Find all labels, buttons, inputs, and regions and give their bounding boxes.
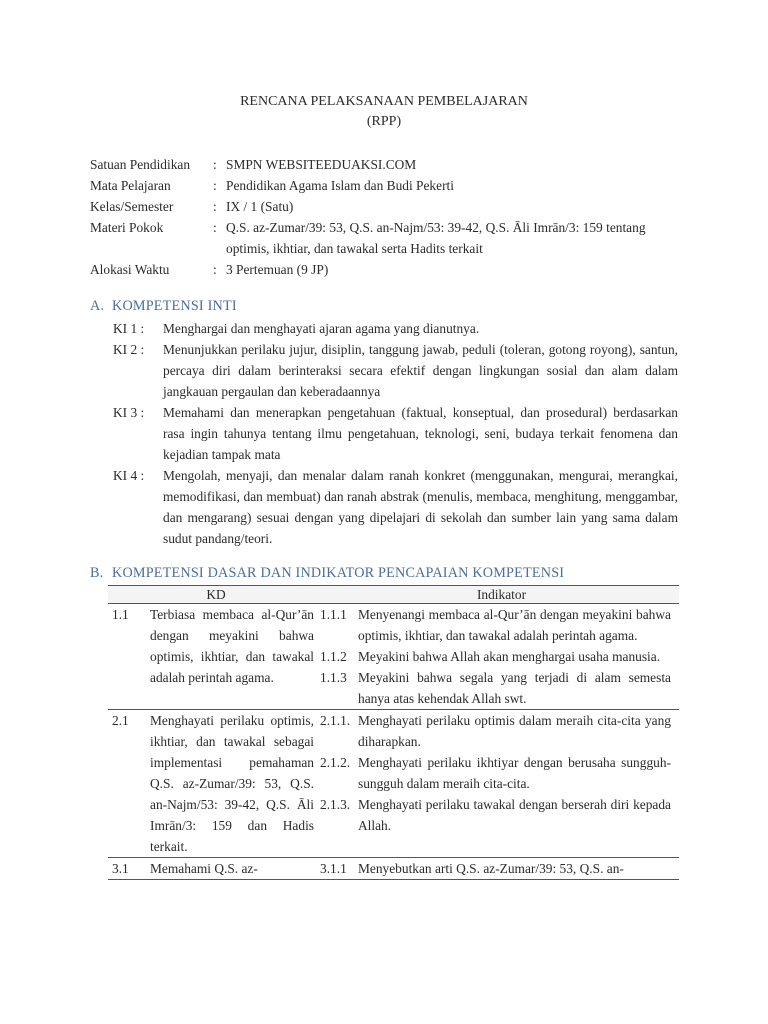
document-title [0, 92, 768, 132]
ki-label: KI 2 : [113, 342, 145, 357]
title-line-1: RENCANA PELAKSANAAN PEMBELAJARAN [240, 94, 528, 109]
identity-label: Mata Pelajaran [90, 178, 171, 193]
indicator-item [320, 858, 679, 879]
indicator-number: 1.1.2 [320, 649, 347, 664]
ki-label: KI 3 : [113, 405, 145, 420]
identity-row [90, 154, 690, 175]
identity-value: Q.S. az-Zumar/39: 53, Q.S. an-Najm/53: 39-42, Q.S. Āli Imrān/3: 159 tentang optimis, ikhtiar, dan tawakal serta Hadits terkait [226, 220, 646, 256]
indicator-text: Meyakini bahwa Allah akan menghargai usaha manusia. [358, 649, 661, 664]
table-header [108, 585, 679, 604]
indicator-text: Menyenangi membaca al-Qur’ān dengan meyakini bahwa optimis, ikhtiar, dan tawakal adalah perintah agama. [358, 607, 671, 643]
kd-text: Menghayati perilaku optimis, ikhtiar, dan tawakal sebagai implementasi pemahaman Q.S. az-Zumar/39: 53, Q.S. an-Najm/53: 39-42, Q.S. Āli Imrān/3: 159 dan Hadis terkait. [150, 713, 314, 854]
indicator-number: 2.1.2. [320, 755, 351, 770]
indicator-text: Meyakini bahwa segala yang terjadi di alam semesta hanya atas kehendak Allah swt. [358, 670, 671, 706]
indicator-item [320, 667, 679, 709]
ki-label: KI 4 : [113, 468, 145, 483]
indicator-item [320, 794, 679, 836]
identity-label: Satuan Pendidikan [90, 157, 191, 172]
table-row [108, 604, 679, 710]
indicator-number: 1.1.3 [320, 670, 347, 685]
indicator-text: Menyebutkan arti Q.S. az-Zumar/39: 53, Q.S. an- [358, 861, 624, 876]
ki-text: Mengolah, menyaji, dan menalar dalam ranah konkret (menggunakan, mengurai, merangkai, memodifikasi, dan membuat) dan ranah abstrak (menulis, membaca, menghitung, menggambar, dan mengarang) sesuai dengan yang dipelajari di sekolah dan sumber lain yang sama dalam sudut pandang/teori. [163, 468, 678, 546]
section-title: KOMPETENSI INTI [112, 298, 237, 314]
ki-item [113, 402, 678, 465]
table-row [108, 710, 679, 858]
ki-text: Memahami dan menerapkan pengetahuan (faktual, konseptual, dan prosedural) berdasarkan rasa ingin tahunya tentang ilmu pengetahuan, teknologi, seni, budaya terkait fenomena dan kejadian tampak mata [163, 405, 678, 462]
indicator-number: 1.1.1 [320, 607, 347, 622]
identity-row [90, 175, 690, 196]
indicator-text: Menghayati perilaku ikhtiyar dengan berusaha sungguh-sungguh dalam meraih cita-cita. [358, 755, 671, 791]
kd-number: 3.1 [112, 861, 129, 876]
identity-colon: : [213, 178, 217, 193]
kd-number: 2.1 [112, 713, 129, 728]
ki-label: KI 1 : [113, 321, 145, 336]
kompetensi-inti-list [113, 318, 678, 549]
indicator-list [320, 604, 679, 709]
ki-item [113, 339, 678, 402]
header-indikator: Indikator [476, 587, 527, 602]
kd-indikator-table [108, 585, 679, 880]
identity-colon: : [213, 157, 217, 172]
identity-label: Materi Pokok [90, 220, 164, 235]
indicator-text: Menghayati perilaku tawakal dengan berserah diri kepada Allah. [358, 797, 671, 833]
identity-value: 3 Pertemuan (9 JP) [226, 262, 329, 277]
identity-row [90, 259, 690, 280]
header-kd: KD [206, 587, 226, 602]
indicator-list [320, 858, 679, 879]
identity-colon: : [213, 199, 217, 214]
identity-colon: : [213, 262, 217, 277]
identity-label: Alokasi Waktu [90, 262, 170, 277]
title-line-2: (RPP) [366, 114, 402, 129]
identity-row [90, 217, 690, 259]
ki-item [113, 318, 678, 339]
table-row [108, 858, 679, 880]
identity-row [90, 196, 690, 217]
ki-text: Menunjukkan perilaku jujur, disiplin, tanggung jawab, peduli (toleran, gotong royong), santun, percaya diri dalam berinteraksi secara efektif dengan lingkungan sosial dan alam dalam jangkauan pergaulan dan keberadaannya [163, 342, 678, 399]
identity-label: Kelas/Semester [90, 199, 174, 214]
section-letter: A. [90, 298, 105, 314]
identity-value: Pendidikan Agama Islam dan Budi Pekerti [226, 178, 454, 193]
section-heading-kompetensi-inti [90, 296, 237, 317]
identity-value: IX / 1 (Satu) [226, 199, 294, 214]
section-title: KOMPETENSI DASAR DAN INDIKATOR PENCAPAIAN KOMPETENSI [112, 565, 565, 581]
identity-block [90, 154, 690, 280]
ki-item [113, 465, 678, 549]
indicator-item [320, 752, 679, 794]
indicator-number: 3.1.1 [320, 861, 347, 876]
indicator-item [320, 710, 679, 752]
identity-value: SMPN WEBSITEEDUAKSI.COM [226, 157, 417, 172]
indicator-item [320, 646, 679, 667]
kd-text: Terbiasa membaca al-Qur’ān dengan meyakini bahwa optimis, ikhtiar, dan tawakal adalah perintah agama. [150, 607, 314, 685]
identity-colon: : [213, 220, 217, 235]
indicator-number: 2.1.1. [320, 713, 351, 728]
indicator-text: Menghayati perilaku optimis dalam meraih cita-cita yang diharapkan. [358, 713, 671, 749]
kd-text: Memahami Q.S. az- [150, 861, 258, 876]
indicator-item [320, 604, 679, 646]
indicator-number: 2.1.3. [320, 797, 351, 812]
section-letter: B. [90, 565, 104, 581]
kd-number: 1.1 [112, 607, 129, 622]
ki-text: Menghargai dan menghayati ajaran agama yang dianutnya. [163, 321, 480, 336]
indicator-list [320, 710, 679, 857]
section-heading-kompetensi-dasar [90, 563, 564, 584]
